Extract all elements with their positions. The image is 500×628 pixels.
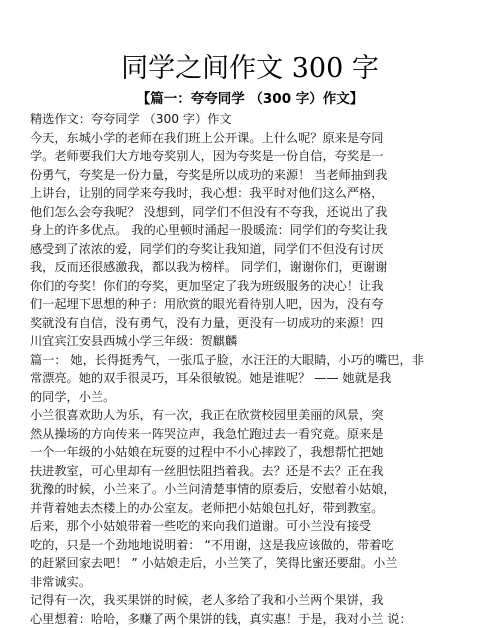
text-line: 身上的许多优点。 我的心里顿时涌起一股暖流：同学们的夸奖让我: [30, 221, 490, 240]
text-line: 的同学，小兰。: [30, 388, 490, 407]
text-line: 他们怎么会夸我呢？ 没想到，同学们不但没有不夸我，还说出了我: [30, 203, 490, 222]
text-line: 份勇气，夸奖是一份力量，夸奖是所以成功的来源！ 当老师抽到我: [30, 166, 490, 185]
text-line: 奖就没有自信，没有勇气，没有力量，更没有一切成功的来源！四: [30, 314, 490, 333]
text-line: 犹豫的时候，小兰来了。小兰问清楚事情的原委后，安慰着小姑娘，: [30, 480, 490, 499]
text-line: 的赶紧回家去吧！ ” 小姑娘走后，小兰笑了，笑得比蜜还要甜。小兰: [30, 554, 490, 573]
text-line: 川宜宾江安县西城小学三年级：贺麒麟: [30, 332, 490, 351]
text-line: 后来，那个小姑娘带着一些吃的来向我们道谢。可小兰没有接受: [30, 517, 490, 536]
document-subtitle: 【篇一：夸夸同学 （300 字）作文】: [0, 90, 500, 108]
text-line: 非常诚实。: [30, 573, 490, 592]
text-line: 感受到了浓浓的爱，同学们的夸奖让我知道，同学们不但没有讨厌: [30, 240, 490, 259]
text-line: 常漂亮。她的双手很灵巧，耳朵很敏锐。她是谁呢？ —— 她就是我: [30, 369, 490, 388]
text-line: 吃的，只是一个劲地地说明着： “不用谢，这是我应该做的，带着吃: [30, 536, 490, 555]
text-line: 心里想着：哈哈，多赚了两个果饼的钱，真实惠！于是，我对小兰 说：: [30, 610, 490, 628]
text-line: 记得有一次，我买果饼的时候，老人多给了我和小兰两个果饼，我: [30, 591, 490, 610]
text-line: 篇一： 她，长得挺秀气，一张瓜子脸，水汪汪的大眼睛，小巧的嘴巴，非: [30, 351, 490, 370]
text-line: 们一起埋下思想的种子：用欣赏的眼光看待别人吧，因为，没有夸: [30, 295, 490, 314]
text-line: 精选作文：夸夸同学 （300 字）作文: [30, 110, 490, 129]
text-line: 今天，东城小学的老师在我们班上公开课。上什么呢？原来是夸同: [30, 129, 490, 148]
text-line: 小兰很喜欢助人为乐，有一次，我正在欣赏校园里美丽的风景，突: [30, 406, 490, 425]
document-title: 同学之间作文 300 字: [0, 52, 500, 86]
text-line: 然从操场的方向传来一阵哭泣声，我急忙跑过去一看究竟。原来是: [30, 425, 490, 444]
document-body: [30, 110, 490, 628]
text-line: 一个一年级的小姑娘在玩耍的过程中不小心摔跤了，我想帮忙把她: [30, 443, 490, 462]
text-line: 扶进教室，可心里却有一丝胆怯阻挡着我。去？还是不去？正在我: [30, 462, 490, 481]
text-line: 并背着她去杰楼上的办公室友。老师把小姑娘包扎好，带到教室。: [30, 499, 490, 518]
text-line: 我，反而还很感激我，都以我为榜样。 同学们，谢谢你们，更谢谢: [30, 258, 490, 277]
text-line: 你们的夸奖！你们的夸奖，更加坚定了我为班级服务的决心！让我: [30, 277, 490, 296]
text-line: 上讲台，让别的同学来夸我时，我心想：我平时对他们这么严格，: [30, 184, 490, 203]
text-line: 学。老师要我们大方地夸奖别人，因为夸奖是一份自信，夸奖是一: [30, 147, 490, 166]
